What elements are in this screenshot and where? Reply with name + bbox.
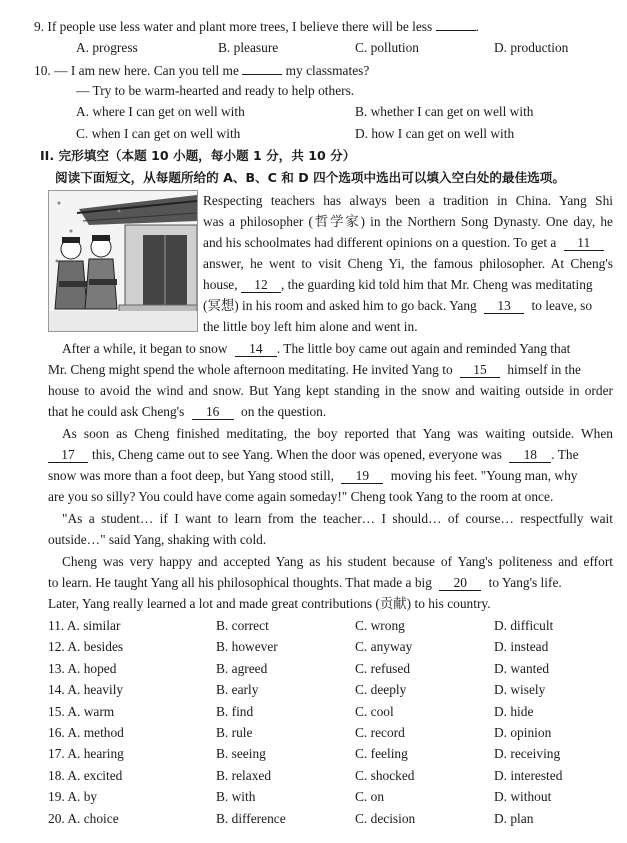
passage-text: snow was more than a foot deep, but Yang stood still, [48, 468, 335, 483]
q10-option-c: C. when I can get on well with [76, 126, 241, 141]
answer-20-b: B. difference [216, 811, 286, 826]
passage-line: Cheng was very happy and accepted Yang as his student because of Yang's politeness and effort [62, 554, 613, 569]
illustration-students-at-gate [48, 190, 198, 332]
passage-text: himself in the [507, 362, 581, 377]
answer-16-d: D. opinion [494, 725, 552, 740]
blank-14: 14 [235, 342, 277, 357]
answer-15-b: B. find [216, 704, 254, 719]
passage-line: Later, Yang really learned a lot and made great contributions (贡献) to his country. [48, 596, 491, 611]
section-heading: II. 完形填空（本题 10 小题，每小题 1 分，共 10 分） [40, 148, 356, 163]
passage-line: house to avoid the wind and snow. But Yang kept standing in the snow and waiting outside in order [48, 383, 613, 398]
blank-19: 19 [341, 469, 383, 484]
passage-line [62, 341, 570, 357]
answer-12-c: C. anyway [355, 639, 413, 654]
answer-14-d: D. wisely [494, 682, 546, 697]
answer-13-d: D. wanted [494, 661, 550, 676]
question-10-stem [34, 62, 369, 79]
answer-18-a: 18. A. excited [48, 768, 123, 783]
answer-17-a: 17. A. hearing [48, 746, 124, 761]
passage-text: , the guarding kid told him that Mr. Cheng was meditating [280, 277, 593, 292]
passage-text: . The little boy came out again and reminded Yang that [276, 341, 571, 356]
passage-text: Mr. Cheng might spend the whole afternoon meditating. He invited Yang to [48, 362, 453, 377]
answer-13-b: B. agreed [216, 661, 268, 676]
answer-16-a: 16. A. method [48, 725, 124, 740]
question-10-text-b: my classmates? [285, 63, 370, 78]
passage-line [48, 447, 579, 463]
blank-13: 13 [484, 299, 524, 314]
passage-line: are you so silly? You could have come again someday!" Cheng took Yang to the room at once. [48, 489, 554, 504]
answer-12-d: D. instead [494, 639, 549, 654]
blank-15: 15 [460, 363, 500, 378]
passage-text: that he could ask Cheng's [48, 404, 185, 419]
q10-option-b: B. whether I can get on well with [355, 104, 534, 119]
passage-text: this, Cheng came out to see Yang. When the door was opened, everyone was [92, 447, 502, 462]
answer-19-d: D. without [494, 789, 552, 804]
answer-12-a: 12. A. besides [48, 639, 124, 654]
answer-15-a: 15. A. warm [48, 704, 115, 719]
passage-text: on the question. [241, 404, 327, 419]
passage-text: (冥想) in his room and asked him to go back. Yang [203, 298, 477, 313]
passage-line [48, 362, 581, 378]
answer-blank [242, 62, 282, 75]
passage-text: and his schoolmates had different opinions on a question. To get a [203, 235, 557, 250]
blank-16: 16 [192, 405, 234, 420]
question-9-end: . [475, 19, 479, 34]
answer-19-a: 19. A. by [48, 789, 98, 804]
blank-12: 12 [241, 278, 281, 293]
question-9-text: 9. If people use less water and plant more trees, I believe there will be less [34, 19, 433, 34]
answer-12-b: B. however [216, 639, 278, 654]
question-10-text-a: 10. — I am new here. Can you tell me [34, 63, 239, 78]
passage-line: was a philosopher (哲学家) in the Northern Song Dynasty. One day, he [203, 214, 613, 229]
q10-option-d: D. how I can get on well with [355, 126, 515, 141]
answer-17-b: B. seeing [216, 746, 266, 761]
passage-line: the little boy left him alone and went in. [203, 319, 418, 334]
answer-18-c: C. shocked [355, 768, 415, 783]
passage-line: outside…" said Yang, shaking with cold. [48, 532, 267, 547]
answer-14-c: C. deeply [355, 682, 407, 697]
answer-14-a: 14. A. heavily [48, 682, 124, 697]
blank-18: 18 [509, 448, 551, 463]
answer-13-a: 13. A. hoped [48, 661, 117, 676]
q9-option-b: B. pleasure [218, 40, 279, 55]
blank-17: 17 [48, 448, 88, 463]
passage-line [203, 277, 593, 293]
answer-19-c: C. on [355, 789, 385, 804]
answer-blank [436, 18, 476, 31]
passage-text: house, [203, 277, 238, 292]
passage-text: to leave, so [531, 298, 593, 313]
passage-text: to learn. He taught Yang all his philosophical thoughts. That made a big [48, 575, 432, 590]
blank-20: 20 [439, 576, 481, 591]
q9-option-d: D. production [494, 40, 569, 55]
answer-15-c: C. cool [355, 704, 394, 719]
section-instruction: 阅读下面短文，从每题所给的 A、B、C 和 D 四个选项中选出可以填入空白处的最佳选项。 [55, 170, 565, 185]
passage-line [203, 235, 613, 251]
answer-18-b: B. relaxed [216, 768, 272, 783]
illustration-svg [49, 191, 197, 331]
q9-option-c: C. pollution [355, 40, 419, 55]
passage-text: . The [551, 447, 579, 462]
answer-17-c: C. feeling [355, 746, 408, 761]
question-9-stem [34, 18, 479, 35]
blank-11: 11 [564, 236, 604, 251]
answer-13-c: C. refused [355, 661, 411, 676]
passage-line: "As a student… if I want to learn from the teacher… I should… of course… respectfully wait [62, 511, 613, 526]
answer-11-a: 11. A. similar [48, 618, 121, 633]
answer-11-b: B. correct [216, 618, 269, 633]
passage-line [48, 404, 326, 420]
passage-line [48, 575, 562, 591]
passage-line [203, 298, 592, 314]
answer-16-b: B. rule [216, 725, 253, 740]
answer-20-c: C. decision [355, 811, 416, 826]
q10-option-a: A. where I can get on well with [76, 104, 245, 119]
answer-15-d: D. hide [494, 704, 534, 719]
answer-11-c: C. wrong [355, 618, 405, 633]
passage-line: As soon as Cheng finished meditating, the boy reported that Yang was waiting outside. When [62, 426, 613, 441]
answer-16-c: C. record [355, 725, 405, 740]
passage-line: answer, he went to visit Cheng Yi, the famous philosopher. At Cheng's [203, 256, 613, 271]
answer-18-d: D. interested [494, 768, 563, 783]
answer-14-b: B. early [216, 682, 259, 697]
answer-20-a: 20. A. choice [48, 811, 119, 826]
passage-text: moving his feet. "Young man, why [390, 468, 578, 483]
answer-11-d: D. difficult [494, 618, 554, 633]
passage-text: to Yang's life. [488, 575, 562, 590]
passage-text: After a while, it began to snow [62, 341, 228, 356]
question-10-reply: — Try to be warm-hearted and ready to help others. [76, 83, 355, 98]
answer-19-b: B. with [216, 789, 256, 804]
answer-17-d: D. receiving [494, 746, 561, 761]
q9-option-a: A. progress [76, 40, 138, 55]
answer-20-d: D. plan [494, 811, 534, 826]
passage-line [48, 468, 577, 484]
passage-line: Respecting teachers has always been a tradition in China. Yang Shi [203, 193, 613, 208]
